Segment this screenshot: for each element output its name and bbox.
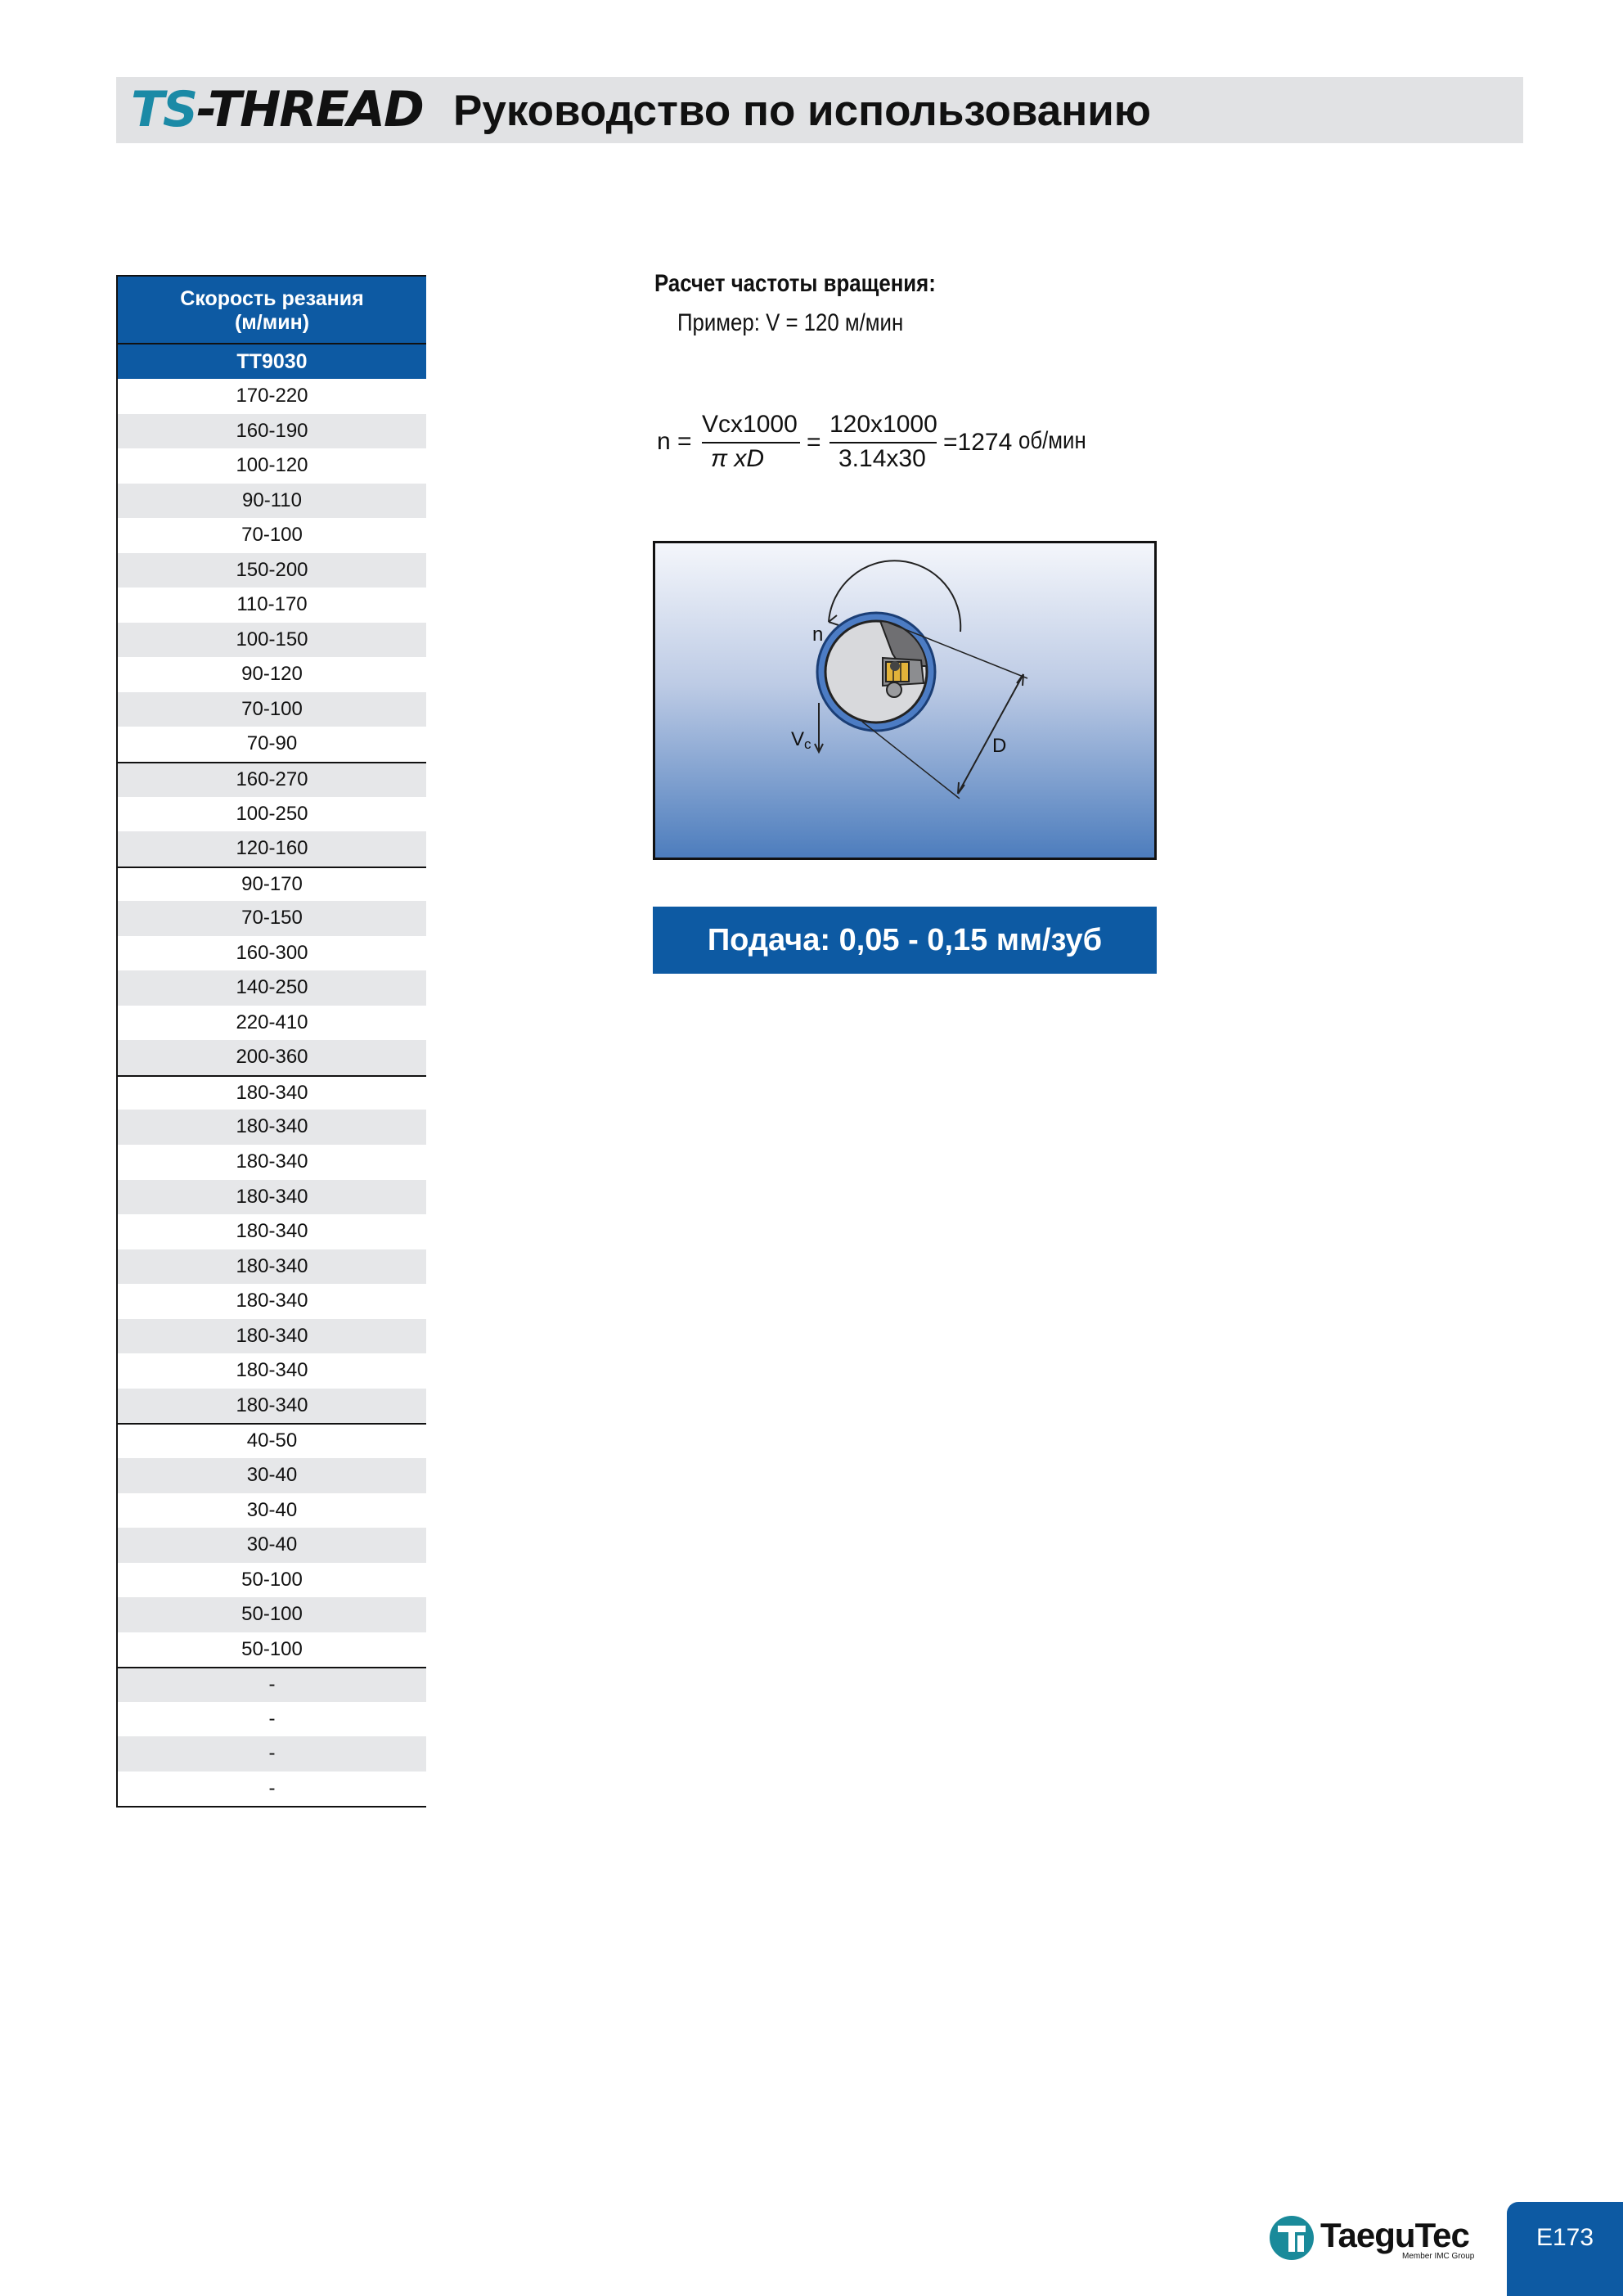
table-row: 150-200 [118, 553, 426, 588]
cutter-diagram-svg [655, 543, 1154, 858]
cutting-speed-table [116, 275, 426, 1808]
label-vc-main: V [791, 728, 805, 750]
table-row: 200-360 [118, 1040, 426, 1075]
table-row: 180-340 [118, 1249, 426, 1285]
table-row: - [268, 1707, 276, 1730]
fraction-line-1 [702, 442, 800, 443]
table-row: 180-340 [118, 1075, 426, 1110]
table-row: 70-100 [118, 692, 426, 727]
table-row: 170-220 [236, 385, 308, 407]
table-row: 100-150 [118, 623, 426, 658]
insert-screw [890, 661, 900, 671]
calculation-example: Пример: V = 120 м/мин [677, 309, 904, 336]
table-row: 180-340 [118, 1319, 426, 1354]
table-row: 50-100 [118, 1597, 426, 1632]
table-row: 160-190 [118, 414, 426, 449]
table-row: 50-100 [241, 1637, 303, 1660]
diameter-line [958, 674, 1023, 794]
table-row: 180-340 [118, 1110, 426, 1145]
table-row: 180-340 [236, 1150, 308, 1173]
formula-numerator-2: 120x1000 [829, 411, 937, 438]
formula-denominator-1: π xD [711, 445, 765, 472]
brand-name: TaeguTec [1320, 2216, 1469, 2254]
table-row: 30-40 [246, 1498, 298, 1521]
logo-ts-part: TS [131, 81, 197, 138]
table-row: - [118, 1667, 426, 1702]
brand-subtitle: Member IMC Group [1402, 2252, 1475, 2261]
table-row: 180-340 [236, 1220, 308, 1243]
rotation-arrow [829, 615, 838, 625]
table-row: 180-340 [118, 1180, 426, 1215]
table-row: 220-410 [236, 1011, 308, 1033]
table-row: 100-120 [236, 454, 308, 477]
table-row: 50-100 [241, 1568, 303, 1591]
formula-denominator-2: 3.14x30 [838, 445, 926, 472]
table-row: 110-170 [236, 593, 308, 616]
table-row: 90-170 [118, 867, 426, 902]
formula-numerator-1: Vcx1000 [702, 411, 798, 438]
taegutec-mark-icon [1268, 2214, 1315, 2262]
grade-heading: TT9030 [116, 344, 426, 379]
formula-lhs: n = [657, 428, 692, 455]
fraction-line-2 [829, 442, 937, 443]
table-row: 180-340 [118, 1389, 426, 1424]
table-row: 90-120 [241, 663, 303, 686]
logo-thread-part: -THREAD [196, 81, 423, 138]
rpm-calculation-title: Расчет частоты вращения: [654, 270, 936, 297]
formula-result: =1274 [943, 429, 1013, 456]
table-row: 70-90 [246, 732, 298, 755]
page-title: Руководство по использованию [453, 87, 1152, 135]
formula-unit: об/мин [1018, 427, 1086, 454]
header-bar [116, 77, 1523, 143]
table-row: 160-270 [118, 762, 426, 797]
table-row: 120-160 [118, 831, 426, 867]
label-d: D [992, 735, 1007, 757]
table-row: 70-150 [118, 901, 426, 936]
table-heading-line2: (м/мин) [234, 311, 310, 334]
label-vc [791, 728, 812, 752]
table-row: 140-250 [118, 970, 426, 1006]
table-row: 70-100 [241, 524, 303, 547]
table-row: 30-40 [118, 1458, 426, 1493]
feed-rate-banner: Подача: 0,05 - 0,15 мм/зуб [653, 907, 1157, 974]
cutter-diagram [653, 541, 1157, 860]
page-number: E173 [1507, 2202, 1623, 2296]
dim-line-bottom [862, 722, 960, 799]
formula-equals: = [807, 429, 821, 456]
table-row: 40-50 [118, 1423, 426, 1458]
table-row: 90-110 [118, 484, 426, 519]
table-heading-line1: Скорость резания [180, 287, 364, 310]
label-n: n [812, 624, 824, 646]
taegutec-logo [1266, 2209, 1479, 2267]
table-row: 160-300 [236, 941, 308, 964]
table-row: 180-340 [236, 1290, 308, 1312]
table-row: - [268, 1776, 276, 1799]
label-vc-sub: c [804, 736, 812, 752]
table-body [116, 379, 426, 1808]
tool-tip [887, 682, 901, 697]
table-row: 180-340 [236, 1359, 308, 1382]
ts-thread-logo [131, 80, 423, 139]
table-row: - [118, 1736, 426, 1772]
table-row: 30-40 [118, 1528, 426, 1563]
table-heading [116, 275, 426, 344]
table-row: 100-250 [236, 802, 308, 825]
